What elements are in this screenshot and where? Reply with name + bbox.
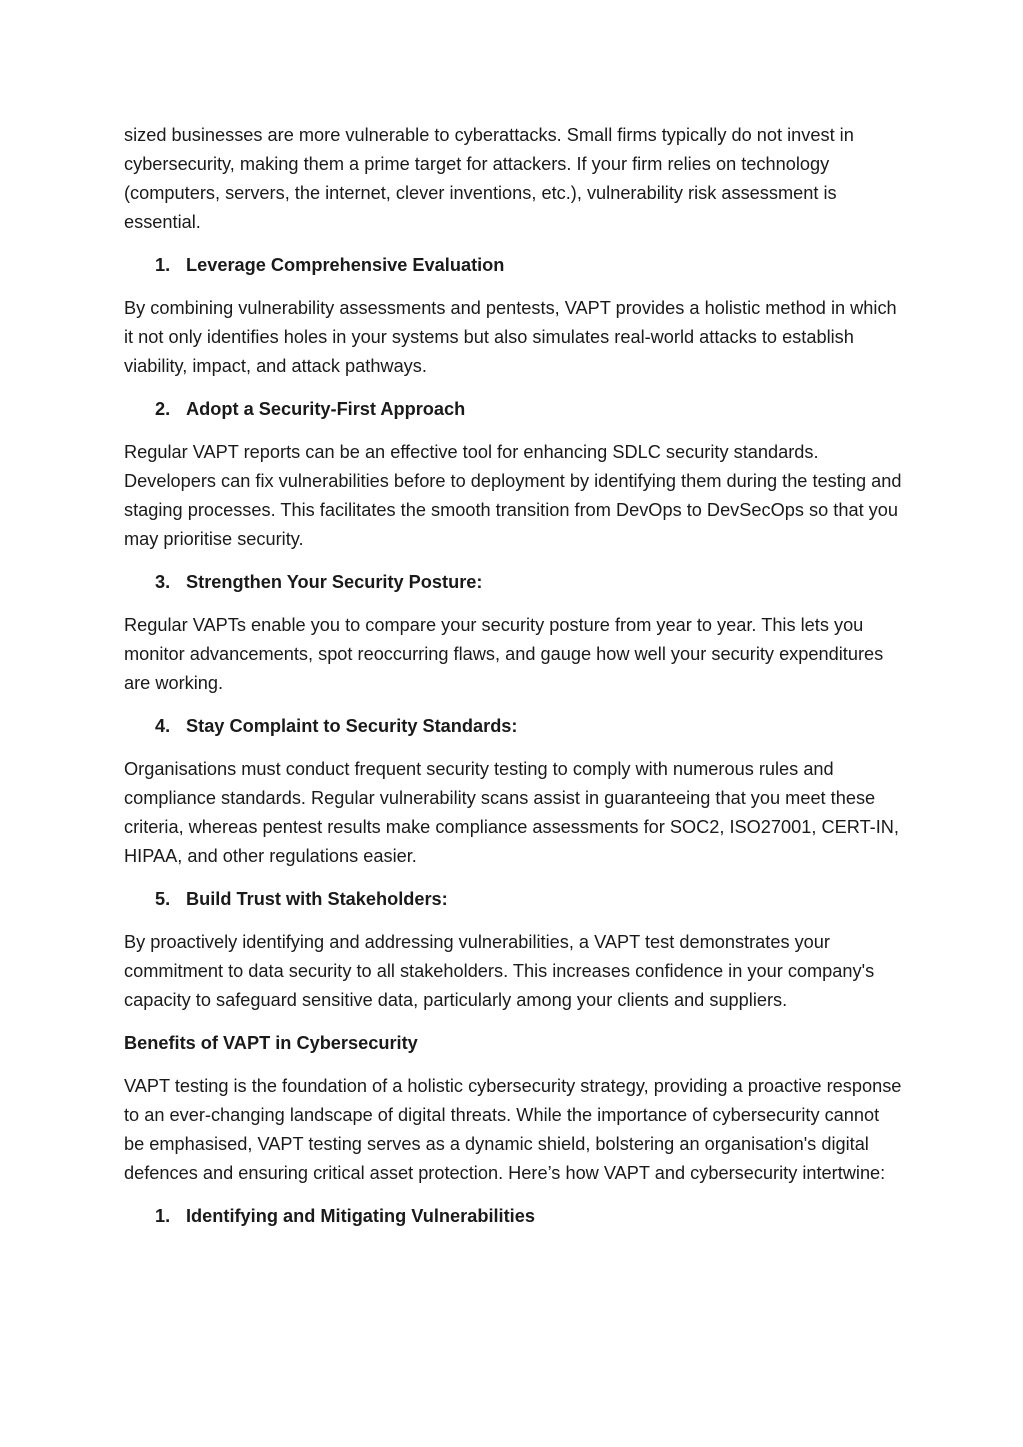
list-heading-text: Stay Complaint to Security Standards: xyxy=(186,716,518,736)
list-heading-text: Leverage Comprehensive Evaluation xyxy=(186,255,505,275)
paragraph-intro: sized businesses are more vulnerable to cyberattacks. Small firms typically do not invest in cybersecurity, making them a prime target for attackers. If your firm relies on technology (computers, servers, the internet, clever inventions, etc.), vulnerability risk assessment is essential. xyxy=(124,125,854,232)
list-heading-security-posture xyxy=(124,568,903,597)
list-number: 2. xyxy=(155,399,171,419)
paragraph-security-first: Regular VAPT reports can be an effective tool for enhancing SDLC security standards. Developers can fix vulnerabilities before to deployment by identifying them during the testing and staging processes. This facilitates the smooth transition from DevOps to DevSecOps so that you may prioritise security. xyxy=(124,442,902,549)
list-heading-text: Adopt a Security-First Approach xyxy=(186,399,466,419)
section-heading-benefits: Benefits of VAPT in Cybersecurity xyxy=(124,1033,418,1053)
paragraph-stakeholder-trust: By proactively identifying and addressing vulnerabilities, a VAPT test demonstrates your commitment to data security to all stakeholders. This increases confidence in your company's capacity to safeguard sensitive data, particularly among your clients and suppliers. xyxy=(124,932,875,1010)
list-number: 5. xyxy=(155,889,171,909)
list-heading-identifying-vulnerabilities xyxy=(124,1202,903,1231)
paragraph-evaluation: By combining vulnerability assessments and pentests, VAPT provides a holistic method in which it not only identifies holes in your systems but also simulates real-world attacks to establish viability, impact, and attack pathways. xyxy=(124,298,897,376)
list-heading-security-first xyxy=(124,395,903,424)
list-number: 1. xyxy=(155,1206,171,1226)
paragraph-security-posture: Regular VAPTs enable you to compare your security posture from year to year. This lets you monitor advancements, spot reoccurring flaws, and gauge how well your security expenditures are working. xyxy=(124,615,884,693)
paragraph-benefits: VAPT testing is the foundation of a holistic cybersecurity strategy, providing a proactive response to an ever-changing landscape of digital threats. While the importance of cybersecurity cannot be emphasised, VAPT testing serves as a dynamic shield, bolstering an organisation's digital defences and ensuring critical asset protection. Here’s how VAPT and cybersecurity intertwine: xyxy=(124,1076,902,1183)
paragraph-security-standards: Organisations must conduct frequent security testing to comply with numerous rules and compliance standards. Regular vulnerability scans assist in guaranteeing that you meet these criteria, whereas pentest results make compliance assessments for SOC2, ISO27001, CERT-IN, HIPAA, and other regulations easier. xyxy=(124,759,899,866)
list-number: 4. xyxy=(155,716,171,736)
list-heading-text: Strengthen Your Security Posture: xyxy=(186,572,483,592)
list-heading-text: Identifying and Mitigating Vulnerabilities xyxy=(186,1206,535,1226)
list-number: 3. xyxy=(155,572,171,592)
list-heading-stakeholder-trust xyxy=(124,885,903,914)
list-number: 1. xyxy=(155,255,171,275)
list-heading-security-standards xyxy=(124,712,903,741)
list-heading-text: Build Trust with Stakeholders: xyxy=(186,889,448,909)
list-heading-leverage-evaluation xyxy=(124,251,903,280)
